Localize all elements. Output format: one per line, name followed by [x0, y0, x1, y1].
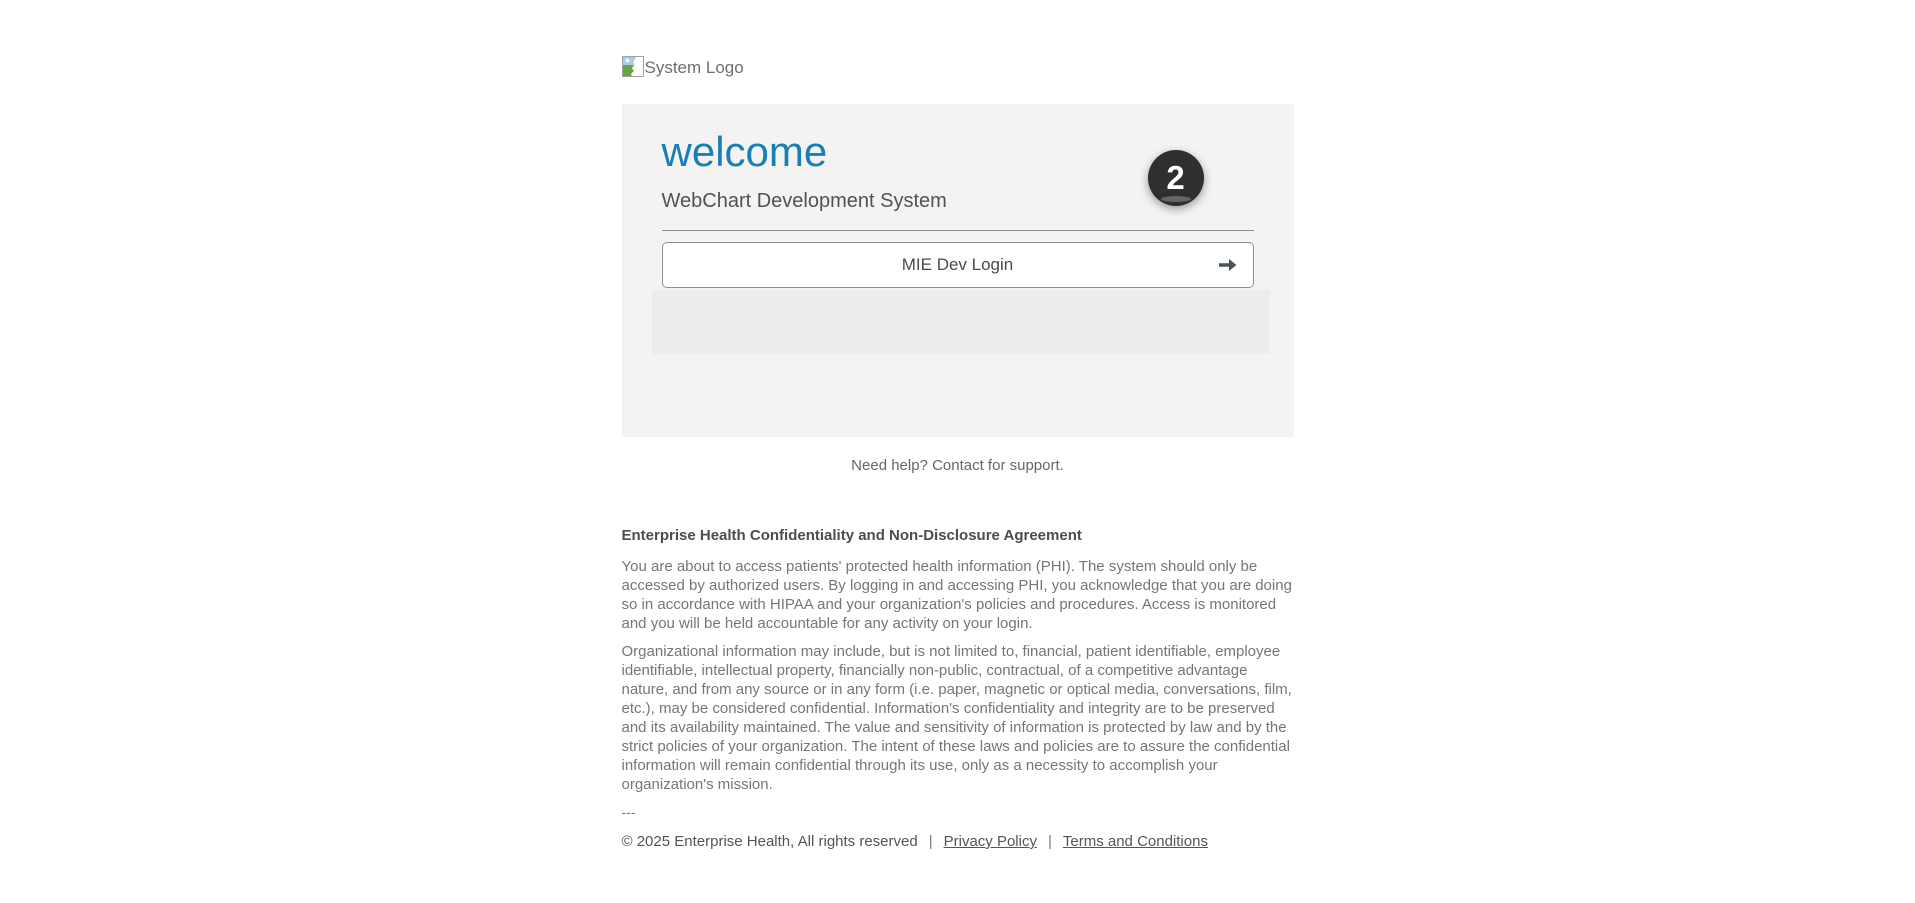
panel-divider	[662, 230, 1254, 231]
copyright-text: © 2025 Enterprise Health, All rights reserved	[621, 833, 918, 850]
footer-separator: |	[928, 833, 933, 850]
logo-alt-text: System Logo	[644, 58, 744, 77]
agreement-heading: Enterprise Health Confidentiality and Non-Disclosure Agreement	[621, 527, 1082, 544]
page-footer	[622, 833, 1294, 851]
privacy-policy-link[interactable]: Privacy Policy	[943, 833, 1037, 850]
agreement-paragraph-1: You are about to access patients' protected health information (PHI). The system should only be accessed by authorized users. By logging in and accessing PHI, you acknowledge that you are doing so in accordance with HIPAA and your organization's policies and procedures. Access is monitored and you will be held accountable for any activity on your login.	[621, 558, 1292, 632]
agreement-paragraph-2: Organizational information may include, but is not limited to, financial, patient identifiable, employee identifiable, intellectual property, financially non-public, contractual, of a competitive advantage nature, and from any source or in any form (i.e. paper, magnetic or optical media, conversations, film, etc.), may be considered confidential. Information's confidentiality and integrity are to be preserved and its availability maintained. The value and sensitivity of information is protected by law and by the strict policies of your organization. The intent of these laws and policies are to assure the confidential information will remain confidential through its use, only as a necessity to accomplish your organization's mission.	[621, 643, 1292, 793]
mie-dev-login-button[interactable]	[662, 242, 1254, 288]
welcome-title: welcome	[661, 128, 828, 175]
terms-and-conditions-link[interactable]: Terms and Conditions	[1062, 833, 1208, 850]
login-form-area	[652, 290, 1270, 354]
content-column	[622, 55, 1294, 851]
broken-image-icon	[622, 54, 644, 83]
footer-separator: |	[1047, 833, 1052, 850]
help-text: Need help? Contact for support.	[851, 457, 1064, 474]
annotation-badge-2: 2	[1148, 150, 1204, 206]
confidentiality-agreement	[622, 527, 1294, 819]
welcome-panel	[622, 104, 1294, 437]
system-subtitle: WebChart Development System	[661, 190, 947, 213]
login-page	[0, 55, 1915, 903]
login-button-label: MIE Dev Login	[901, 255, 1014, 275]
text-divider: ---	[621, 804, 636, 820]
system-logo	[622, 55, 1294, 81]
arrow-right-icon	[1217, 257, 1238, 273]
